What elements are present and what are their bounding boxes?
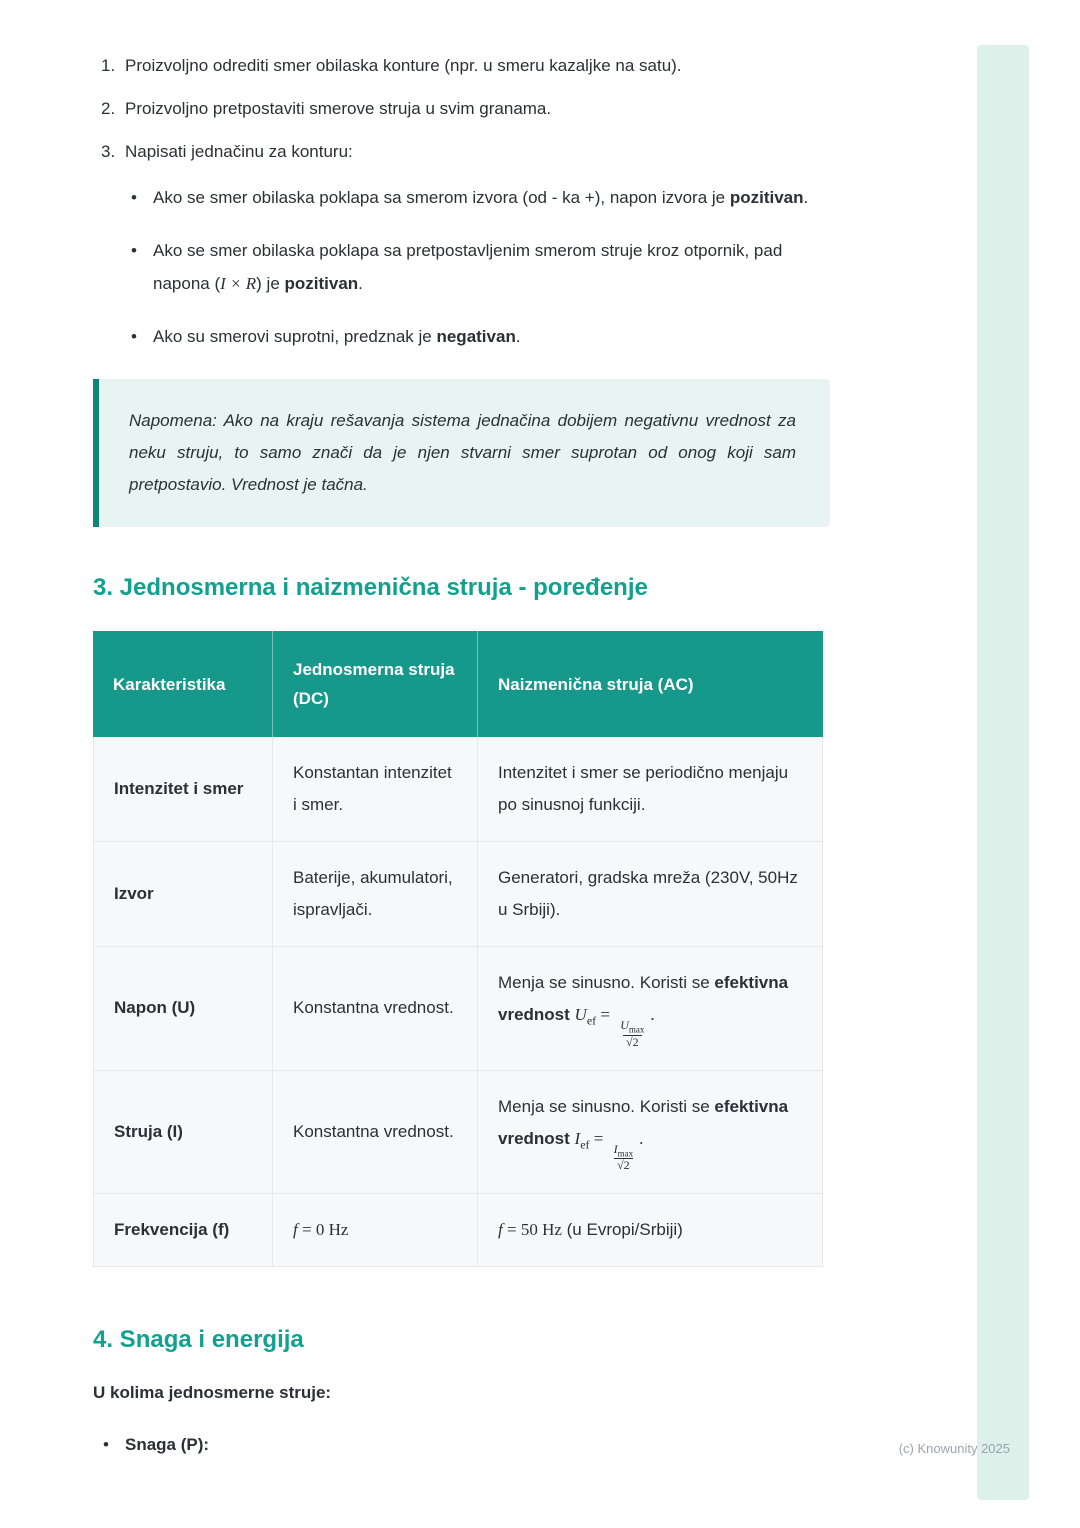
dc-cell: Baterije, akumulatori, ispravljači. <box>273 842 478 947</box>
formula-symbol: f <box>293 1220 298 1240</box>
dc-cell: Konstantan intenzitet i smer. <box>273 737 478 842</box>
ac-cell: Intenzitet i smer se periodično menjaju po sinusnoj funkciji. <box>478 737 823 842</box>
side-strip <box>977 45 1029 1500</box>
list-text: Proizvoljno odrediti smer obilaska konture (npr. u smeru kazaljke na satu). <box>125 56 682 75</box>
section-4-heading: 4. Snaga i energija <box>93 1326 304 1354</box>
bullet-list <box>93 181 830 353</box>
ac-text-pre: Menja se sinusno. Koristi se <box>498 973 715 992</box>
bullet-text-post: . <box>358 274 363 293</box>
formula-symbol: U <box>574 1005 587 1024</box>
note-label: Napomena: <box>129 411 217 430</box>
table-row <box>93 947 823 1071</box>
table-row <box>93 737 823 842</box>
note-text <box>129 405 796 501</box>
list-number: 1. <box>101 56 116 75</box>
steps-list <box>93 52 830 165</box>
bullet-item <box>93 1431 830 1458</box>
equals-sign: = <box>600 1005 610 1024</box>
section-3-heading: 3. Jednosmerna i naizmenična struja - poređenje <box>93 574 648 601</box>
formula-symbol: f <box>498 1220 503 1240</box>
frequency-ac-formula <box>498 1220 562 1239</box>
ac-text-bold: efektivna vrednost <box>498 1096 789 1148</box>
bullet-text-post: . <box>515 327 521 346</box>
fraction-denominator: √2 <box>614 1158 633 1173</box>
table-row <box>93 1071 823 1195</box>
bullet-text-bold: negativan <box>436 327 516 346</box>
formula-subscript: ef <box>580 1136 590 1151</box>
list-text: Proizvoljno pretpostaviti smerove struja u svim granama. <box>125 99 552 118</box>
comparison-table <box>93 631 823 1267</box>
bullet-text <box>153 234 818 300</box>
bullet-marker: • <box>131 327 137 346</box>
effective-current-formula <box>574 1128 644 1173</box>
numerator-subscript: max <box>617 1147 634 1158</box>
numerator-subscript: max <box>628 1024 645 1035</box>
ac-cell <box>478 947 823 1071</box>
bullet-item <box>131 234 830 300</box>
bullet-text-bold: pozitivan <box>284 274 359 293</box>
bullet-text-bold: Snaga (P): <box>125 1435 210 1455</box>
fraction-numerator <box>617 1019 647 1035</box>
note-box <box>93 379 830 527</box>
bullet-item <box>131 320 830 353</box>
fraction <box>617 1019 647 1050</box>
column-header-dc: Jednosmerna struja (DC) <box>273 631 478 737</box>
bullet-text-pre: Ako se smer obilaska poklapa sa smerom izvora (od - ka +), napon izvora je <box>153 188 730 207</box>
bullet-text <box>153 320 521 353</box>
bullet-marker: • <box>131 188 137 207</box>
dc-cell <box>273 1194 478 1267</box>
note-body: Ako na kraju rešavanja sistema jednačina dobijem negativnu vrednost za neku struju, to samo znači da je njen stvarni smer suprotan od onog koji sam pretpostavio. Vrednost je tačna. <box>129 411 796 494</box>
dc-cell: Konstantna vrednost. <box>273 1071 478 1195</box>
row-header: Struja (I) <box>93 1071 273 1195</box>
numerator-symbol: U <box>620 1018 629 1032</box>
bullet-text-bold: pozitivan <box>729 188 804 207</box>
list-text: Napisati jednačinu za konturu: <box>125 142 353 161</box>
dc-cell: Konstantna vrednost. <box>273 947 478 1071</box>
numerator-symbol: I <box>613 1141 618 1156</box>
table-header-row <box>93 631 823 737</box>
frequency-ac-suffix: (u Evropi/Srbiji) <box>566 1220 683 1240</box>
bullet-text-post: . <box>803 188 809 207</box>
bullet-text-pre: Ako se smer obilaska poklapa sa pretpostavljenim smerom struje kroz otpornik, pad napona ( <box>153 241 783 293</box>
bullet-marker: • <box>131 241 137 260</box>
formula-end: . <box>639 1128 644 1148</box>
inline-formula: I × R <box>220 274 257 293</box>
document-content <box>93 0 830 1458</box>
row-header: Frekvencija (f) <box>93 1194 273 1267</box>
list-number: 3. <box>101 142 116 161</box>
frequency-dc-formula <box>293 1220 348 1239</box>
list-item <box>101 52 830 79</box>
ac-text-pre: Menja se sinusno. Koristi se <box>498 1096 715 1116</box>
bullet-item <box>131 181 830 214</box>
formula-value: = 50 Hz <box>506 1220 562 1240</box>
ac-cell <box>478 1194 823 1267</box>
list-item <box>101 138 830 165</box>
row-header: Izvor <box>93 842 273 947</box>
formula-symbol: I <box>574 1128 581 1148</box>
fraction-denominator: √2 <box>623 1035 642 1050</box>
fraction <box>611 1143 637 1174</box>
bullet-text-pre: Ako su smerovi suprotni, predznak je <box>153 327 437 346</box>
ac-cell <box>478 1071 823 1195</box>
bullet-text <box>153 181 808 214</box>
formula-subscript: ef <box>586 1013 597 1028</box>
formula-value: = 0 Hz <box>301 1220 349 1240</box>
bullet-text-mid: ) je <box>256 274 285 293</box>
section-4-subtitle: U kolima jednosmerne struje: <box>93 1383 332 1403</box>
formula-end: . <box>650 1005 655 1024</box>
column-header-karakteristika: Karakteristika <box>93 631 273 737</box>
ac-cell: Generatori, gradska mreža (230V, 50Hz u Srbiji). <box>478 842 823 947</box>
bullet-marker: • <box>103 1435 109 1455</box>
effective-voltage-formula <box>574 1005 655 1049</box>
ac-text-bold: efektivna vrednost <box>498 973 789 1024</box>
column-header-ac: Naizmenična struja (AC) <box>478 631 823 737</box>
list-number: 2. <box>101 99 116 118</box>
watermark: (c) Knowunity 2025 <box>898 1441 1010 1456</box>
list-item <box>101 95 830 122</box>
table-row <box>93 1194 823 1267</box>
fraction-numerator <box>611 1143 637 1159</box>
equals-sign: = <box>593 1128 604 1148</box>
table-row <box>93 842 823 947</box>
row-header: Napon (U) <box>93 947 273 1071</box>
row-header: Intenzitet i smer <box>93 737 273 842</box>
